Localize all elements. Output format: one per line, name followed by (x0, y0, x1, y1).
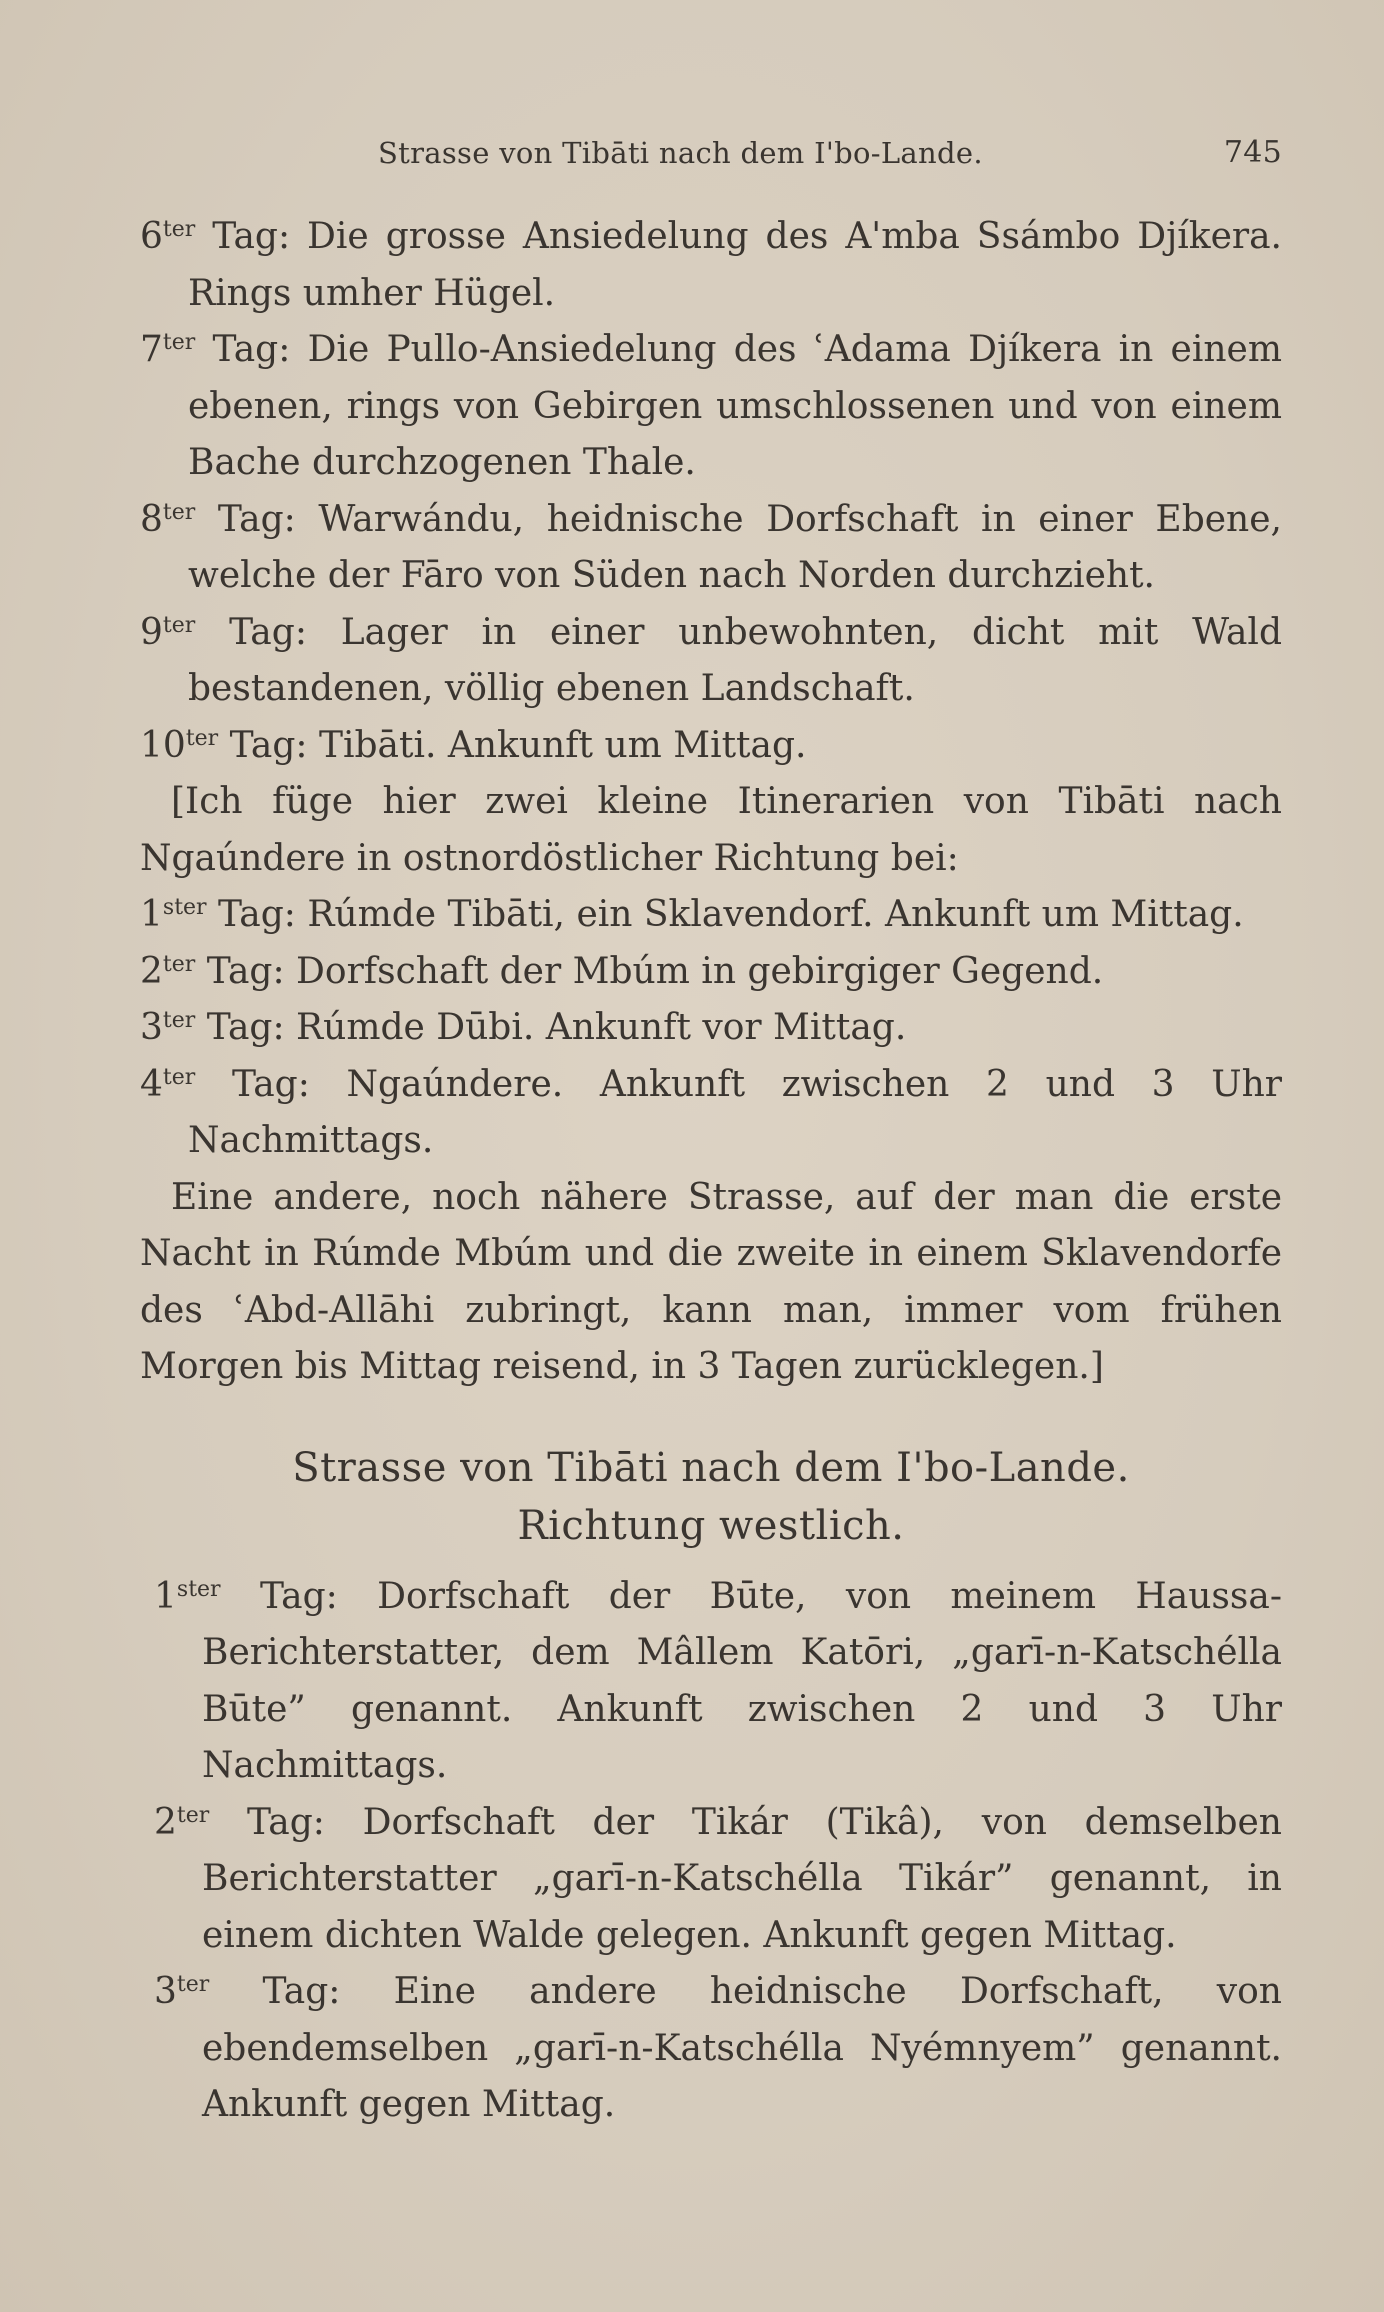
day-ordinal-suffix: ter (185, 725, 219, 751)
itinerary-entry (140, 1057, 1282, 1170)
running-head-title: Strasse von Tibāti nach dem I'bo-Lande. (378, 136, 983, 170)
day-number: 9 (140, 611, 163, 653)
page-number: 745 (1223, 135, 1282, 170)
day-number: 3 (140, 1007, 163, 1048)
section-title: Strasse von Tibāti nach dem I'bo-Lande. (292, 1444, 1130, 1491)
day-ordinal-suffix: ter (162, 1008, 196, 1033)
entry-text: Tag: Tibāti. Ankunft um Mittag. (218, 724, 807, 766)
itinerary-entry (154, 1569, 1282, 1795)
entry-text: Tag: Lager in einer unbewohnten, dicht mit Wald bestandenen, völlig ebenen Landschaft. (188, 611, 1282, 709)
day-number: 7 (140, 329, 163, 370)
day-number: 1 (140, 894, 163, 935)
entry-text: Tag: Eine andere heidnische Dorfschaft, von ebendemselben „garī-n-Katschélla Nyémnyem” genannt. Ankunft gegen Mittag. (202, 1971, 1282, 2125)
entry-text: Tag: Warwándu, heidnische Dorfschaft in einer Ebene, welche der Fāro von Süden nach Norden durchzieht. (188, 498, 1282, 596)
entry-text: Tag: Rúmde Dūbi. Ankunft vor Mittag. (195, 1007, 907, 1048)
running-head (378, 130, 1282, 176)
entry-text: Tag: Dorfschaft der Būte, von meinem Haussa-Berichterstatter, dem Mâllem Katōri, „garī-n-Katschélla Būte” genannt. Ankunft zwischen 2 und 3 Uhr Nachmittags. (202, 1575, 1282, 1786)
itinerary-entry (140, 209, 1282, 322)
itinerary-entry (140, 944, 1282, 1001)
day-number: 6 (140, 216, 163, 257)
entry-text: Tag: Rúmde Tibāti, ein Sklavendorf. Ankunft um Mittag. (206, 894, 1244, 935)
day-number: 8 (140, 498, 163, 540)
entry-text: Tag: Dorfschaft der Mbúm in gebirgiger Gegend. (195, 950, 1104, 992)
section-entries (140, 1569, 1282, 2134)
itinerary-entry (154, 1964, 1282, 2134)
day-ordinal-suffix: ter (162, 330, 196, 355)
itinerary-entry (140, 718, 1282, 775)
itinerary-entry (140, 492, 1282, 605)
itinerary-entry (154, 1795, 1282, 1965)
day-ordinal-suffix: ter (162, 1064, 196, 1090)
day-ordinal-suffix: ter (162, 499, 196, 525)
day-number: 2 (154, 1801, 177, 1843)
day-number: 3 (154, 1971, 177, 2012)
day-ordinal-suffix: ter (176, 1972, 210, 1997)
body-text (140, 209, 1282, 2134)
itinerary-entry (140, 605, 1282, 718)
itinerary-entry (140, 887, 1282, 944)
entry-text: Tag: Die Pullo-Ansiedelung des ʿAdama Djíkera in einem ebenen, rings von Gebirgen umschlossenen und von einem Bache durchzogenen Thale. (188, 329, 1282, 483)
day-ordinal-suffix: ter (176, 1802, 210, 1828)
itinerary-entry (140, 1000, 1282, 1057)
day-ordinal-suffix: ter (162, 612, 196, 638)
day-ordinal-suffix: ter (162, 217, 196, 242)
day-ordinal-suffix: ter (162, 951, 196, 977)
day-number: 10 (140, 724, 186, 766)
day-number: 1 (154, 1575, 177, 1617)
entry-text: Tag: Ngaúndere. Ankunft zwischen 2 und 3 Uhr Nachmittags. (188, 1063, 1282, 1161)
intro-paragraph: [Ich füge hier zwei kleine Itinerarien von Tibāti nach Ngaúndere in ostnordöstlicher Richtung bei: (140, 781, 1282, 879)
section-subtitle: Richtung westlich. (517, 1502, 905, 1549)
entry-text: Tag: Die grosse Ansiedelung des A'mba Ssámbo Djíkera. Rings umher Hügel. (188, 216, 1282, 314)
section-heading (140, 1439, 1282, 1555)
itinerary-entry (140, 322, 1282, 492)
day-number: 4 (140, 1063, 163, 1105)
day-ordinal-suffix: ster (176, 1576, 221, 1602)
entry-text: Tag: Dorfschaft der Tikár (Tikâ), von demselben Berichterstatter „garī-n-Katschélla Tikár” genannt, in einem dichten Walde gelegen. Ankunft gegen Mittag. (202, 1801, 1282, 1956)
day-number: 2 (140, 950, 163, 992)
day-ordinal-suffix: ster (162, 895, 207, 920)
closing-paragraph: Eine andere, noch nähere Strasse, auf der man die erste Nacht in Rúmde Mbúm und die zweite in einem Sklavendorfe des ʿAbd-Allāhi zubringt, kann man, immer vom frühen Morgen bis Mittag reisend, in 3 Tagen zurücklegen.] (140, 1176, 1282, 1387)
